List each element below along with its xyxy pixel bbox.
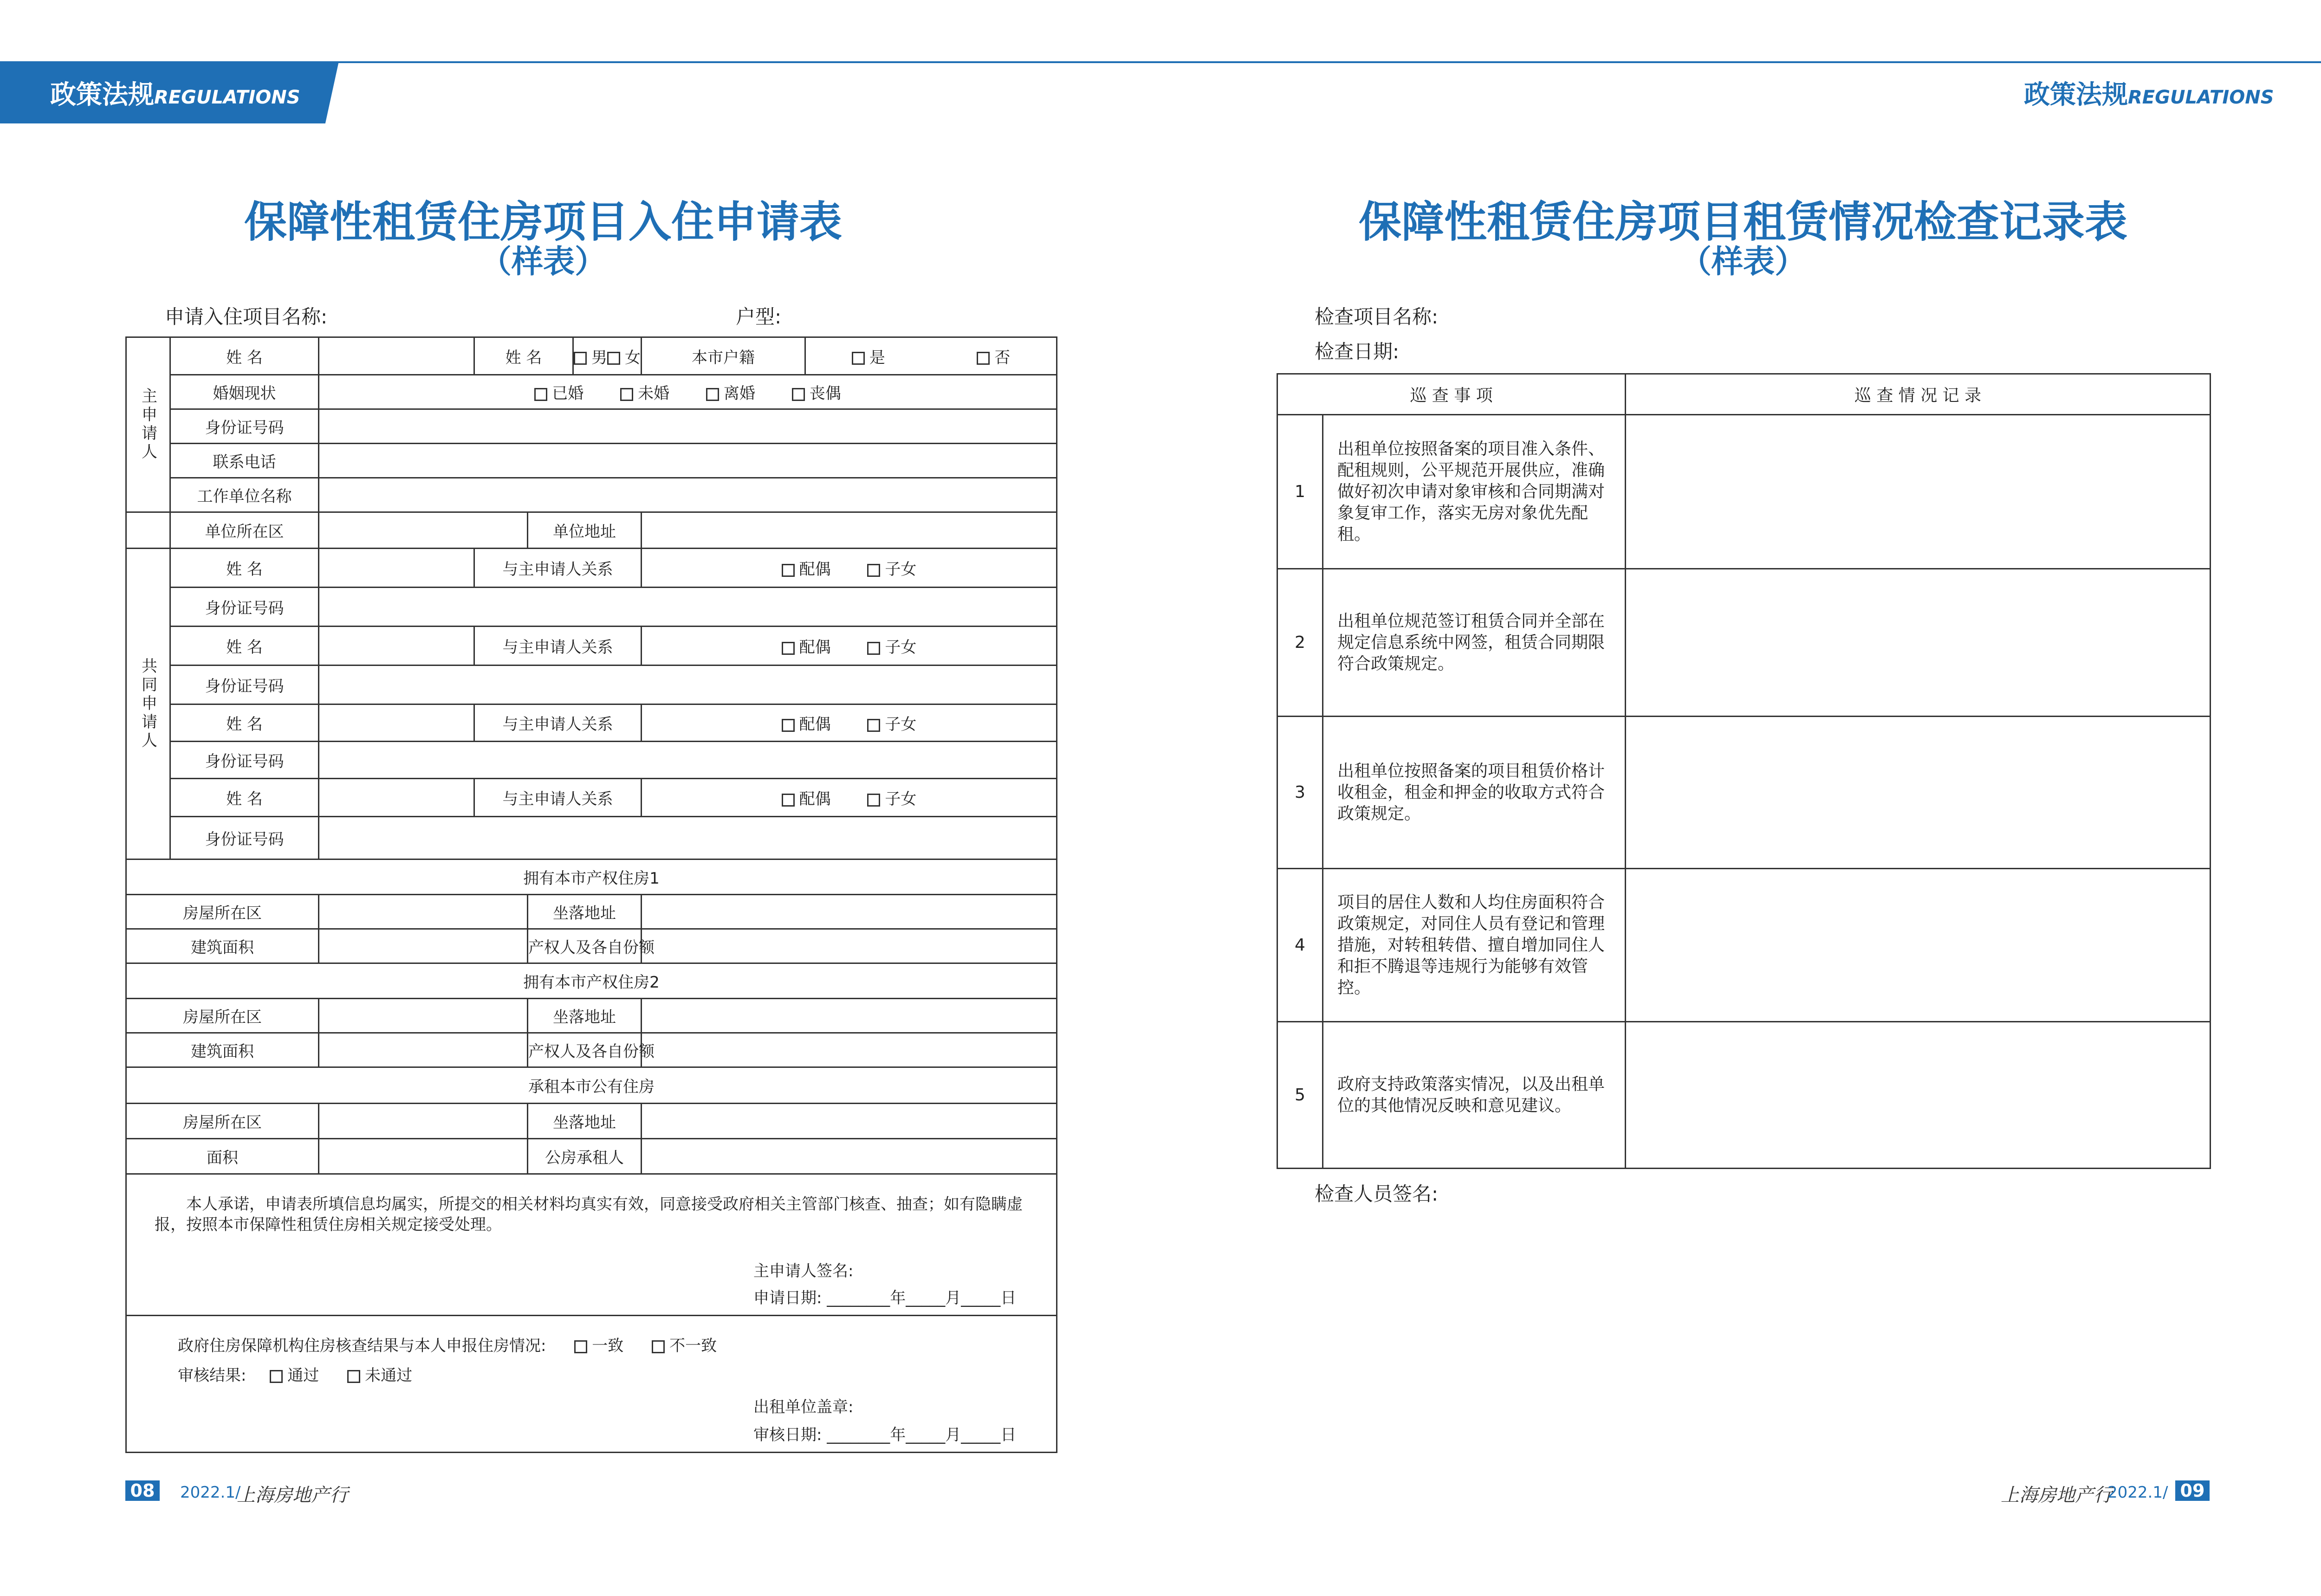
married-option[interactable]: 已婚 bbox=[534, 384, 583, 403]
pledge-text: 本人承诺，申请表所填信息均属实，所提交的相关材料均真实有效，同意接受政府相关主管部门核查、抽查；如有隐瞒虚报，按照本市保障性租赁住房相关规定接受处理。 bbox=[155, 1195, 1023, 1234]
landlord-seal[interactable]: 出租单位盖章: bbox=[753, 1398, 854, 1416]
house1-area-field[interactable] bbox=[319, 929, 528, 963]
item-number: 1 bbox=[1277, 415, 1323, 569]
id-label: 身份证号码 bbox=[170, 409, 319, 444]
magazine-logo-right: 上海房地产行 bbox=[2001, 1485, 2112, 1506]
co-id-label: 身份证号码 bbox=[170, 817, 319, 859]
co-name-label: 姓 名 bbox=[170, 779, 319, 817]
application-form bbox=[125, 336, 1057, 1453]
house1-district-field[interactable] bbox=[319, 895, 528, 929]
magazine-logo-left: 上海房地产行 bbox=[237, 1485, 348, 1506]
name-label: 姓 名 bbox=[170, 337, 319, 375]
col-record-header: 巡 查 情 况 记 录 bbox=[1626, 374, 2211, 415]
hukou-no-option[interactable]: 否 bbox=[977, 345, 1010, 368]
item-text: 出租单位按照备案的项目准入条件、配租规则，公平规范开展供应，准确做好初次申请对象审核和合同期满对象复审工作，落实无房对象优先配租。 bbox=[1323, 415, 1626, 569]
phone-field[interactable] bbox=[319, 444, 1057, 478]
spouse-option[interactable]: 配偶 bbox=[782, 560, 831, 579]
co-id-field[interactable] bbox=[319, 817, 1057, 859]
relation-label: 与主申请人关系 bbox=[474, 549, 642, 588]
page-number-right: 09 bbox=[2175, 1480, 2210, 1501]
relation-label: 与主申请人关系 bbox=[474, 779, 642, 817]
inspection-table bbox=[1277, 373, 2211, 1169]
unmarried-option[interactable]: 未婚 bbox=[620, 384, 669, 403]
female-option[interactable]: 女 bbox=[607, 345, 641, 368]
fail-option[interactable]: 未通过 bbox=[347, 1366, 412, 1385]
co-name-field[interactable] bbox=[319, 627, 474, 666]
relation-options bbox=[642, 704, 1057, 742]
co-name-label: 姓 名 bbox=[170, 549, 319, 588]
child-option[interactable]: 子女 bbox=[867, 560, 916, 579]
review-section bbox=[126, 1316, 1057, 1453]
hukou-cell bbox=[642, 337, 1057, 375]
house1-owners-field[interactable] bbox=[642, 929, 1057, 963]
public-area-label: 面积 bbox=[126, 1139, 319, 1174]
spouse-option[interactable]: 配偶 bbox=[782, 715, 831, 734]
co-id-field[interactable] bbox=[319, 588, 1057, 627]
co-id-label: 身份证号码 bbox=[170, 742, 319, 779]
spouse-option[interactable]: 配偶 bbox=[782, 790, 831, 808]
child-option[interactable]: 子女 bbox=[867, 715, 916, 734]
record-field[interactable] bbox=[1626, 717, 2211, 869]
employer-district-field[interactable] bbox=[319, 512, 528, 549]
col-items-header: 巡 查 事 项 bbox=[1277, 374, 1626, 415]
consistent-option[interactable]: 一致 bbox=[574, 1337, 623, 1355]
house2-owners-field[interactable] bbox=[642, 1033, 1057, 1067]
item-number: 4 bbox=[1277, 869, 1323, 1022]
house1-address-field[interactable] bbox=[642, 895, 1057, 929]
issue-right: 2022.1/ bbox=[2107, 1483, 2168, 1502]
relation-options bbox=[642, 779, 1057, 817]
house2-address-label: 坐落地址 bbox=[528, 999, 642, 1033]
item-number: 5 bbox=[1277, 1022, 1323, 1169]
widowed-option[interactable]: 丧偶 bbox=[792, 384, 841, 403]
item-text: 出租单位规范签订租赁合同并全部在规定信息系统中网签，租赁合同期限符合政策规定。 bbox=[1323, 569, 1626, 717]
relation-label: 与主申请人关系 bbox=[474, 627, 642, 666]
name-field[interactable] bbox=[319, 337, 474, 375]
item-number: 3 bbox=[1277, 717, 1323, 869]
name-label-2: 姓 名 bbox=[475, 338, 574, 374]
public-address-label: 坐落地址 bbox=[528, 1104, 642, 1139]
child-option[interactable]: 子女 bbox=[867, 790, 916, 808]
employer-district-label: 单位所在区 bbox=[170, 512, 319, 549]
header-rule bbox=[325, 61, 2321, 63]
inspector-signature-label: 检查人员签名: bbox=[1315, 1182, 1439, 1205]
main-applicant-signature[interactable]: 主申请人签名: bbox=[753, 1262, 854, 1280]
project-name-label: 申请入住项目名称: bbox=[165, 305, 328, 328]
phone-label: 联系电话 bbox=[170, 444, 319, 478]
co-name-field[interactable] bbox=[319, 779, 474, 817]
co-id-field[interactable] bbox=[319, 666, 1057, 704]
right-subtitle: （样表） bbox=[1679, 244, 1806, 280]
public-district-label: 房屋所在区 bbox=[126, 1104, 319, 1139]
record-field[interactable] bbox=[1626, 569, 2211, 717]
house2-address-field[interactable] bbox=[642, 999, 1057, 1033]
item-text: 项目的居住人数和人均住房面积符合政策规定，对同住人员有登记和管理措施，对转租转借、擅自增加同住人和拒不腾退等违规行为能够有效管控。 bbox=[1323, 869, 1626, 1022]
employer-field[interactable] bbox=[319, 478, 1057, 512]
house2-district-field[interactable] bbox=[319, 999, 528, 1033]
item-number: 2 bbox=[1277, 569, 1323, 717]
relation-options bbox=[642, 549, 1057, 588]
section-label-left: 政策法规REGULATIONS bbox=[50, 80, 300, 110]
check-project-label: 检查项目名称: bbox=[1315, 305, 1439, 328]
public-district-field[interactable] bbox=[319, 1104, 528, 1139]
public-tenant-label: 公房承租人 bbox=[528, 1139, 642, 1174]
page-number-left: 08 bbox=[125, 1480, 160, 1501]
left-subtitle: （样表） bbox=[480, 244, 606, 280]
co-id-field[interactable] bbox=[319, 742, 1057, 779]
employer-label: 工作单位名称 bbox=[170, 478, 319, 512]
house-type-label: 户型: bbox=[736, 305, 782, 328]
item-text: 政府支持政策落实情况，以及出租单位的其他情况反映和意见建议。 bbox=[1323, 1022, 1626, 1169]
left-title: 保障性租赁住房项目入住申请表 bbox=[244, 197, 842, 247]
spouse-option[interactable]: 配偶 bbox=[782, 638, 831, 657]
house2-area-label: 建筑面积 bbox=[126, 1033, 319, 1067]
co-name-label: 姓 名 bbox=[170, 627, 319, 666]
record-field[interactable] bbox=[1626, 415, 2211, 569]
public-tenant-field[interactable] bbox=[642, 1139, 1057, 1174]
co-id-label: 身份证号码 bbox=[170, 588, 319, 627]
pledge-section bbox=[126, 1174, 1057, 1316]
public-house-header: 承租本市公有住房 bbox=[126, 1067, 1057, 1104]
hukou-yes-option[interactable]: 是 bbox=[852, 345, 885, 368]
male-option[interactable]: 男 bbox=[574, 345, 607, 368]
marital-label: 婚姻现状 bbox=[170, 375, 319, 409]
relation-label: 与主申请人关系 bbox=[474, 704, 642, 742]
employer-address-field[interactable] bbox=[642, 512, 1057, 549]
check-date-label: 检查日期: bbox=[1315, 340, 1400, 363]
blank-side bbox=[126, 512, 170, 549]
house2-area-field[interactable] bbox=[319, 1033, 528, 1067]
id-number-field[interactable] bbox=[319, 409, 1057, 444]
issue-left: 2022.1/ bbox=[180, 1483, 241, 1502]
name-gender-cell bbox=[474, 337, 642, 375]
apply-date[interactable]: 申请日期: ________年_____月_____日 bbox=[753, 1289, 1017, 1307]
co-id-label: 身份证号码 bbox=[170, 666, 319, 704]
inconsistent-option[interactable]: 不一致 bbox=[652, 1337, 717, 1355]
co-name-field[interactable] bbox=[319, 549, 474, 588]
house1-district-label: 房屋所在区 bbox=[126, 895, 319, 929]
public-address-field[interactable] bbox=[642, 1104, 1057, 1139]
item-text: 出租单位按照备案的项目租赁价格计收租金，租金和押金的收取方式符合政策规定。 bbox=[1323, 717, 1626, 869]
hukou-label: 本市户籍 bbox=[642, 338, 806, 374]
house1-owners-label: 产权人及各自份额 bbox=[528, 929, 642, 963]
co-name-label: 姓 名 bbox=[170, 704, 319, 742]
house1-area-label: 建筑面积 bbox=[126, 929, 319, 963]
review-date[interactable]: 审核日期: ________年_____月_____日 bbox=[753, 1426, 1017, 1444]
house2-owners-label: 产权人及各自份额 bbox=[528, 1033, 642, 1067]
divorced-option[interactable]: 离婚 bbox=[706, 384, 755, 403]
house2-header: 拥有本市产权住房2 bbox=[126, 963, 1057, 999]
section-label-right: 政策法规REGULATIONS bbox=[2024, 80, 2274, 110]
co-applicant-side: 共同申请人 bbox=[126, 549, 170, 859]
right-title: 保障性租赁住房项目租赁情况检查记录表 bbox=[1358, 197, 2127, 247]
house1-header: 拥有本市产权住房1 bbox=[126, 859, 1057, 895]
record-field[interactable] bbox=[1626, 869, 2211, 1022]
main-applicant-side: 主申请人 bbox=[126, 337, 170, 512]
verify-row: 政府住房保障机构住房核查结果与本人申报住房情况: 一致 不一致 bbox=[178, 1337, 717, 1355]
house1-address-label: 坐落地址 bbox=[528, 895, 642, 929]
child-option[interactable]: 子女 bbox=[867, 638, 916, 657]
record-field[interactable] bbox=[1626, 1022, 2211, 1169]
review-row: 审核结果: 通过 未通过 bbox=[178, 1366, 413, 1385]
employer-address-label: 单位地址 bbox=[528, 512, 642, 549]
marital-options bbox=[319, 375, 1057, 409]
public-area-field[interactable] bbox=[319, 1139, 528, 1174]
co-name-field[interactable] bbox=[319, 704, 474, 742]
house2-district-label: 房屋所在区 bbox=[126, 999, 319, 1033]
relation-options bbox=[642, 627, 1057, 666]
pass-option[interactable]: 通过 bbox=[270, 1366, 319, 1385]
